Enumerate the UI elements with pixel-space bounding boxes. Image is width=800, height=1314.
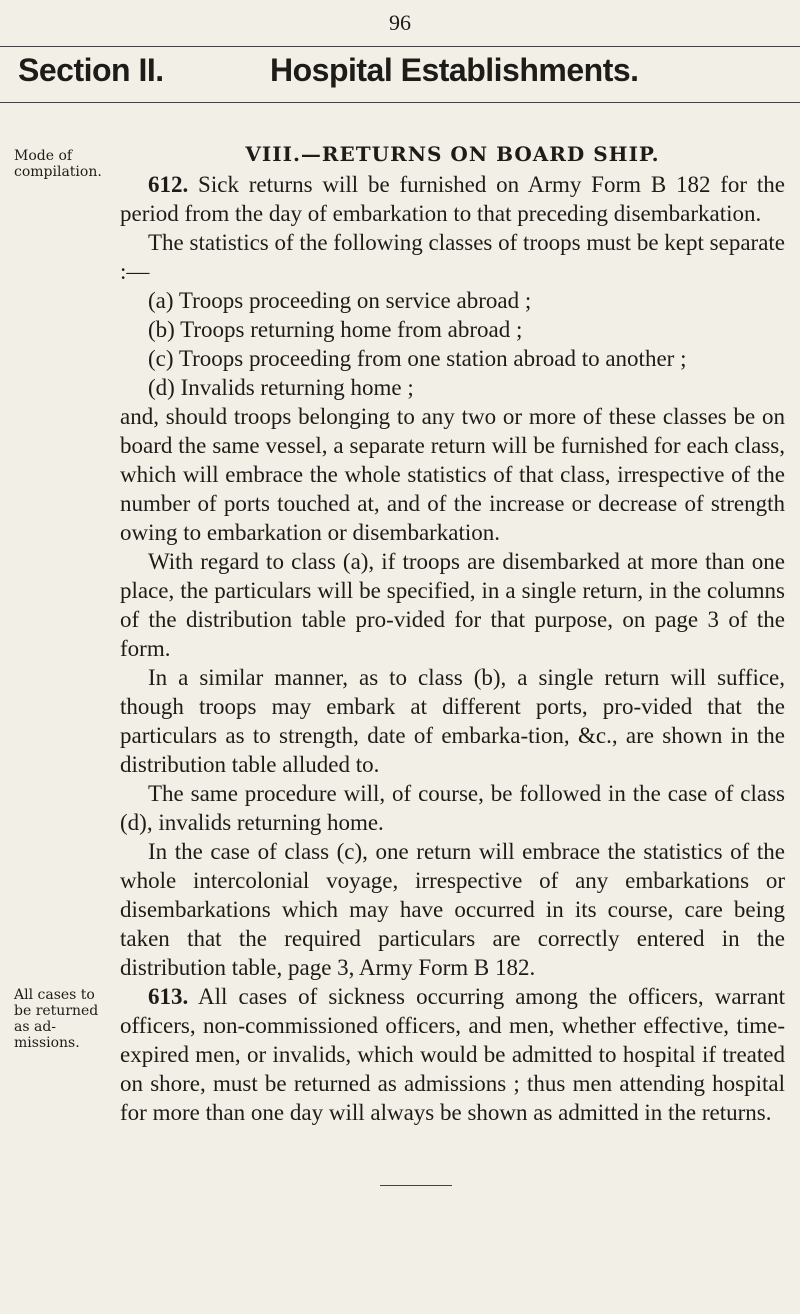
paragraph-classes-lead: The statistics of the following classes of troops must be kept separate :— [120,230,785,284]
paragraph-number-612: 612. [148,172,189,197]
header-rule-bottom [0,102,800,103]
paragraph-class-c: In the case of class (c), one return will embrace the statistics of the whole intercolonial voyage, irrespective of any embarkations or disembarkations which may have occurred in its course, care being taken that the required particulars are correctly entered in the distribution table, page 3, Army Form B 182. [120,839,785,980]
paragraph-612-intro: 612. Sick returns will be furnished on Army Form B 182 for the period from the day of embarkation to that preceding disembarkation. [120,172,785,226]
paragraph-number-613: 613. [148,984,189,1009]
paragraph-class-b: In a similar manner, as to class (b), a single return will suffice, though troops may embark at different ports, pro-vided that the particulars as to strength, date of embarka-tion, &c., are shown in the distribution table alluded to. [120,665,785,777]
header-rule-top [0,46,800,47]
list-item-c: (c) Troops proceeding from one station abroad to another ; [148,346,687,371]
list-item-b: (b) Troops returning home from abroad ; [148,317,523,342]
section-label: Section II. [18,52,164,88]
paragraph-class-a: With regard to class (a), if troops are disembarked at more than one place, the particulars will be specified, in a single return, in the columns of the distribution table pro-vided for that purpose, on page 3 of the form. [120,549,785,661]
margin-note-admissions: All cases to be returned as ad-missions. [14,987,99,1051]
paragraph-and-clause: and, should troops belonging to any two or more of these classes be on board the same vessel, a separate return will be furnished for each class, which will embrace the whole statistics of that class, irrespective of the number of ports touched at, and of the increase or decrease of strength owing to embarkation or disembarkation. [120,404,785,545]
body-text [120,170,785,1127]
paragraph-613: 613. All cases of sickness occurring among the officers, warrant officers, non-commissioned officers, and men, whether effective, time-expired men, or invalids, which would be admitted to hospital if treated on shore, must be returned as admissions ; thus men attending hospital for more than one day will always be shown as admitted in the returns. [120,984,785,1125]
list-item-d: (d) Invalids returning home ; [148,375,414,400]
margin-note-compilation: Mode of compilation. [14,148,102,180]
list-item-a: (a) Troops proceeding on service abroad ; [148,288,532,313]
section-title: Hospital Establishments. [270,52,639,88]
page-number: 96 [389,10,411,35]
end-rule [380,1185,452,1186]
chapter-heading: VIII.—RETURNS ON BOARD SHIP. [245,142,660,166]
paragraph-class-d: The same procedure will, of course, be followed in the case of class (d), invalids returning home. [120,781,785,835]
